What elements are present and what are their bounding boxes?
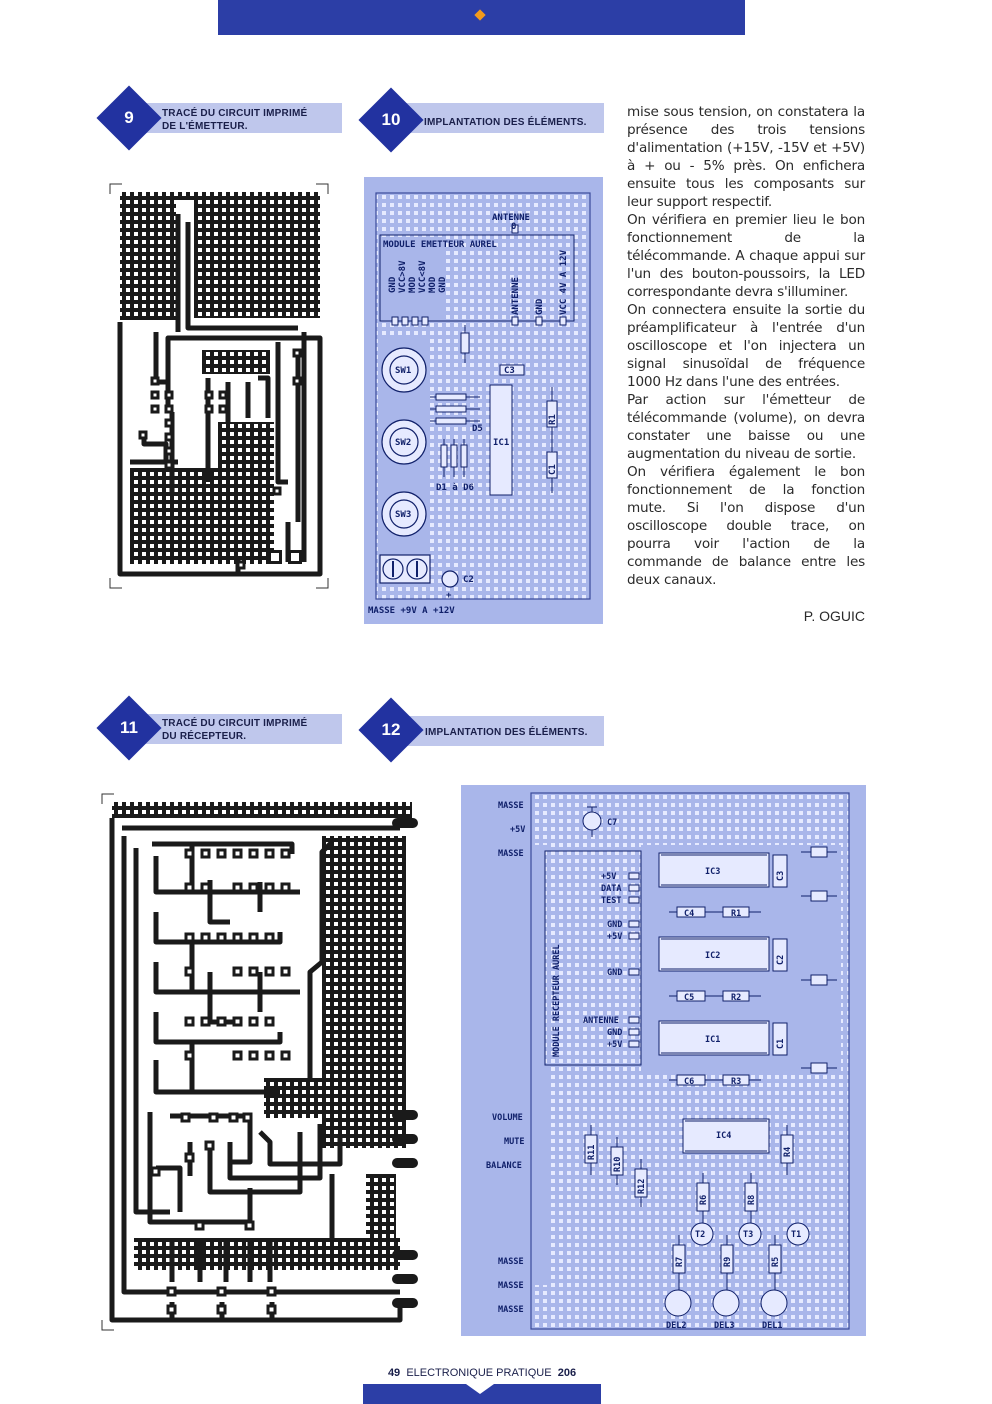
emitter-pin-5: GND — [438, 276, 448, 293]
emitter-part-r1: R1 — [548, 414, 558, 425]
rx-pin-b0: GND — [607, 920, 623, 930]
rx-r9: R9 — [723, 1256, 733, 1267]
rx-pin-d0: ANTENNE — [583, 1016, 619, 1026]
rx-ic4: IC4 — [716, 1131, 732, 1141]
rx-left-bottom-2: MASSE — [498, 1305, 524, 1315]
rx-r1: R1 — [731, 909, 742, 919]
emitter-right-pin-1: GND — [535, 298, 545, 315]
footer-magazine: ELECTRONIQUE PRATIQUE — [406, 1367, 552, 1379]
rx-ic3: IC3 — [705, 867, 721, 877]
emitter-antenna-label: ANTENNE — [492, 213, 530, 223]
emitter-pin-4: MOD — [428, 276, 438, 293]
rx-left-bottom-0: MASSE — [498, 1257, 524, 1267]
rx-pin-b1: +5V — [607, 932, 623, 942]
rx-pin-d1: GND — [607, 1028, 623, 1038]
emitter-part-c1: C1 — [548, 464, 558, 475]
rx-pin-c0: GND — [607, 968, 623, 978]
footer-issue: 206 — [557, 1367, 577, 1379]
rx-r8: R8 — [747, 1194, 757, 1205]
rx-ic2: IC2 — [705, 951, 721, 961]
rx-r10: R10 — [613, 1156, 623, 1172]
fig11-caption-line1: TRACÉ DU CIRCUIT IMPRIMÉ — [162, 718, 308, 729]
emitter-pcb-figure — [108, 182, 330, 590]
emitter-power-label: MASSE +9V A +12V — [368, 606, 455, 616]
emitter-part-d5: D5 — [472, 424, 483, 434]
emitter-module-label: MODULE EMETTEUR AUREL — [383, 240, 497, 250]
emitter-right-pin-2: VCC 4V A 12V — [559, 249, 569, 315]
rx-t2: T2 — [695, 1230, 706, 1240]
emitter-part-ic1: IC1 — [493, 438, 510, 448]
emitter-pcb-svg — [108, 182, 330, 590]
rx-c2: C2 — [776, 954, 786, 965]
fig10-caption: IMPLANTATION DES ÉLÉMENTS. — [424, 117, 587, 128]
footer-notch — [466, 1384, 494, 1394]
rx-del3: DEL3 — [714, 1321, 735, 1331]
rx-t3: T3 — [743, 1230, 754, 1240]
emitter-layout-figure — [364, 177, 603, 624]
rx-pin-d2: +5V — [607, 1040, 623, 1050]
rx-left-mid-2: BALANCE — [486, 1161, 522, 1171]
emitter-switch-1: SW2 — [395, 438, 412, 448]
receiver-layout-svg — [461, 785, 866, 1336]
fig9-caption — [162, 107, 307, 133]
receiver-pcb-svg — [100, 792, 422, 1332]
fig12-number: 12 — [381, 720, 401, 739]
rx-left-top-1: +5V — [510, 825, 526, 835]
rx-c4: C4 — [684, 909, 695, 919]
emitter-antenna-pin: 0 — [511, 222, 517, 232]
fig9-number: 9 — [124, 108, 134, 127]
fig11-caption-line2: DU RÉCEPTEUR. — [162, 731, 247, 742]
rx-r3: R3 — [731, 1077, 742, 1087]
rx-c5: C5 — [684, 993, 695, 1003]
rx-c7: C7 — [607, 818, 618, 828]
rx-module-label: MODULE RECEPTEUR AUREL — [552, 944, 562, 1057]
emitter-switch-2: SW3 — [395, 510, 412, 520]
emitter-pin-1: VCC>8V — [398, 260, 408, 293]
rx-left-mid-0: VOLUME — [492, 1113, 523, 1123]
rx-del1: DEL1 — [762, 1321, 783, 1331]
emitter-right-pin-0: ANTENNE — [511, 277, 521, 315]
diamond-icon — [474, 9, 485, 20]
rx-r6: R6 — [699, 1194, 709, 1205]
article-paragraph: On connectera ensuite la sortie du préamplificateur à l'entrée d'un oscilloscope et l'on injectera un signal sinusoïdal de fréquence 1000 Hz dans l'une des entrées. — [627, 302, 865, 390]
emitter-part-c2: C2 — [463, 575, 474, 585]
rx-r2: R2 — [731, 993, 742, 1003]
emitter-plus-sign: + — [446, 591, 452, 601]
rx-t1: T1 — [791, 1230, 802, 1240]
rx-r4: R4 — [783, 1146, 793, 1157]
emitter-pin-3: VCC<8V — [418, 260, 428, 293]
rx-left-bottom-1: MASSE — [498, 1281, 524, 1291]
emitter-pin-0: GND — [388, 276, 398, 293]
emitter-pin-2: MOD — [408, 276, 418, 293]
receiver-layout-figure — [461, 785, 866, 1336]
rx-r7: R7 — [675, 1256, 685, 1267]
rx-del2: DEL2 — [666, 1321, 687, 1331]
page-footer — [363, 1367, 601, 1379]
emitter-layout-svg — [364, 177, 603, 624]
rx-r12: R12 — [637, 1178, 647, 1194]
rx-c1: C1 — [776, 1038, 786, 1049]
fig11-caption — [162, 717, 307, 743]
fig9-caption-line2: DE L'ÉMETTEUR. — [162, 121, 248, 132]
rx-r11: R11 — [587, 1144, 597, 1160]
rx-pin-a1: DATA — [601, 884, 622, 894]
top-banner — [218, 0, 745, 35]
footer-page-number: 49 — [387, 1367, 401, 1379]
emitter-part-c3: C3 — [504, 366, 515, 376]
rx-left-mid-1: MUTE — [504, 1137, 525, 1147]
rx-pin-a0: +5V — [601, 872, 617, 882]
fig11-number: 11 — [120, 718, 138, 737]
receiver-pcb-figure — [100, 792, 422, 1332]
emitter-switch-0: SW1 — [395, 366, 412, 376]
fig9-caption-line1: TRACÉ DU CIRCUIT IMPRIMÉ — [162, 108, 308, 119]
article-paragraph: On vérifiera en premier lieu le bon fonctionnement de la télécommande. A chaque appui sur l'un des bouton-poussoirs, la LED correspondante devra s'illuminer. — [627, 212, 865, 300]
rx-c3: C3 — [776, 870, 786, 881]
fig10-number: 10 — [381, 110, 401, 129]
article-paragraph: Par action sur l'émetteur de télécommande (volume), on devra constater une baisse ou une augmentation du niveau de sortie. — [627, 392, 865, 462]
article-author: P. OGUIC — [803, 608, 865, 624]
rx-left-top-0: MASSE — [498, 801, 524, 811]
rx-left-top-2: MASSE — [498, 849, 524, 859]
emitter-part-d1d6: D1 à D6 — [436, 483, 474, 493]
rx-ic1: IC1 — [705, 1035, 721, 1045]
rx-c6: C6 — [684, 1077, 695, 1087]
rx-pin-a2: TEST — [601, 896, 622, 906]
article-body — [627, 103, 865, 589]
article-paragraph: On vérifiera également le bon fonctionnement de la fonction mute. Si l'on dispose d'un oscilloscope double trace, on pourra voir l'action de la commande de balance entre les deux canaux. — [627, 464, 865, 588]
fig12-caption: IMPLANTATION DES ÉLÉMENTS. — [425, 727, 588, 738]
rx-r5: R5 — [771, 1256, 781, 1267]
article-paragraph: mise sous tension, on constatera la présence des trois tensions d'alimentation (+15V, -15V et +5V) à + ou - 5% près. On enfichera ensuite tous les composants sur leur support respectif. — [627, 104, 865, 210]
